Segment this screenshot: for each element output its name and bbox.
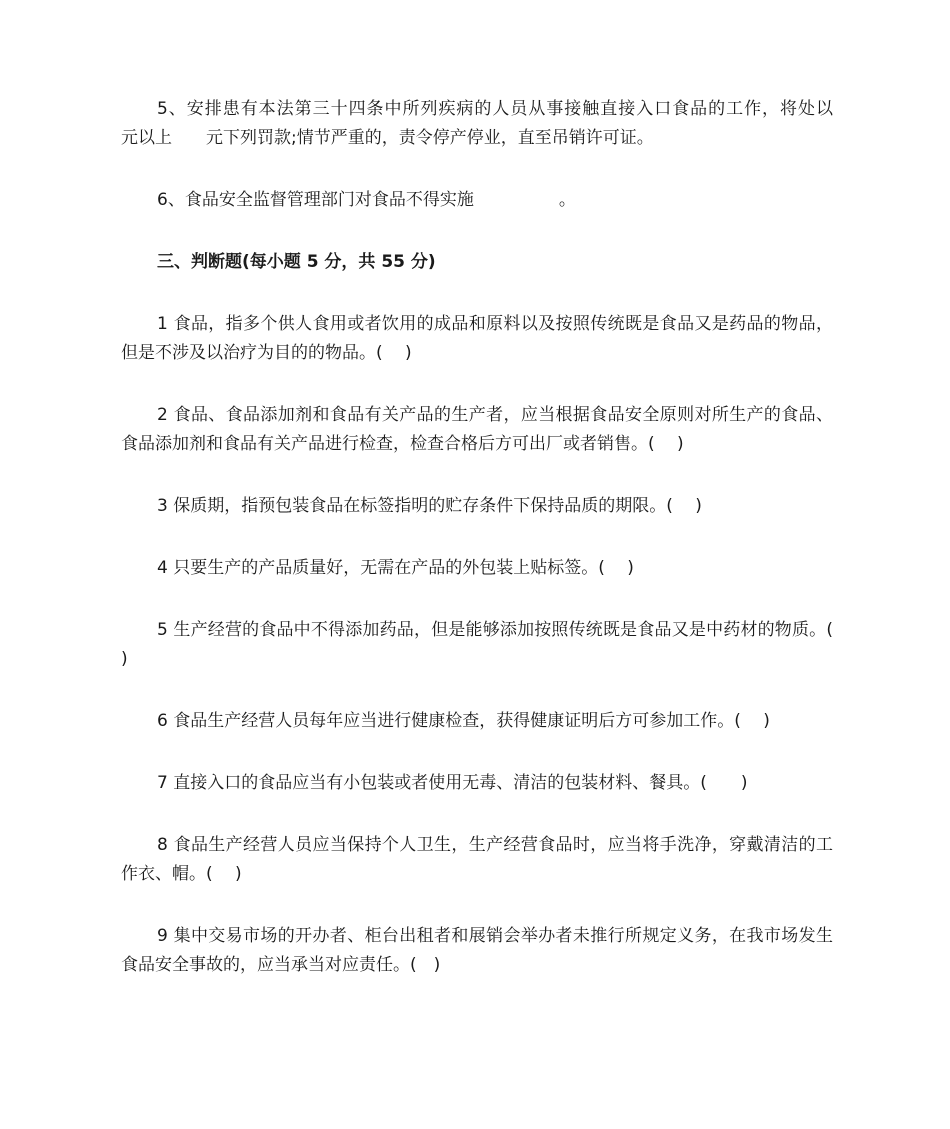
section-heading: 三、判断题(每小题 5 分，共 55 分)	[157, 252, 436, 272]
judgment-question-2: 2 食品、食品添加剂和食品有关产品的生产者，应当根据食品安全原则对所生产的食品、食品添加剂和食品有关产品进行检查，检查合格后方可出厂或者销售。( )	[121, 405, 833, 454]
judgment-question-6: 6 食品生产经营人员每年应当进行健康检查，获得健康证明后方可参加工作。( )	[157, 711, 770, 731]
fill-in-question-5: 5、安排患有本法第三十四条中所列疾病的人员从事接触直接入口食品的工作，将处以 元以上 元下列罚款;情节严重的，责令停产停业，直至吊销许可证。	[121, 99, 884, 148]
judgment-question-5: 5 生产经营的食品中不得添加药品，但是能够添加按照传统既是食品又是中药材的物质。( )	[121, 620, 867, 669]
judgment-question-4: 4 只要生产的产品质量好，无需在产品的外包装上贴标签。( )	[157, 558, 634, 578]
judgment-question-8: 8 食品生产经营人员应当保持个人卫生，生产经营食品时，应当将手洗净，穿戴清洁的工作衣、帽。( )	[121, 835, 833, 884]
fill-in-question-6: 6、食品安全监督管理部门对食品不得实施 。	[157, 190, 576, 210]
judgment-question-3: 3 保质期，指预包装食品在标签指明的贮存条件下保持品质的期限。( )	[157, 496, 702, 516]
judgment-question-1: 1 食品，指多个供人食用或者饮用的成品和原料以及按照传统既是食品又是药品的物品，但是不涉及以治疗为目的的物品。( )	[121, 314, 833, 363]
judgment-question-9: 9 集中交易市场的开办者、柜台出租者和展销会举办者未推行所规定义务，在我市场发生食品安全事故的，应当承当对应责任。( )	[121, 926, 833, 975]
judgment-question-7: 7 直接入口的食品应当有小包装或者使用无毒、清洁的包装材料、餐具。( )	[157, 773, 748, 793]
